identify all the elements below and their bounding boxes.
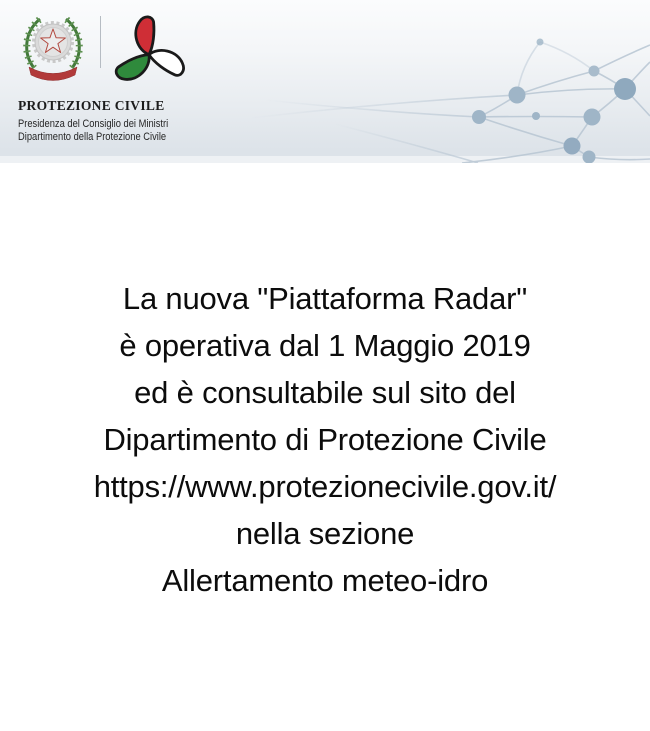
logo-row — [18, 8, 195, 93]
announcement-url: https://www.protezionecivile.gov.it/ — [93, 469, 557, 504]
announcement-line: La nuova "Piattaforma Radar" — [122, 281, 528, 316]
announcement-line: ed è consultabile sul sito del — [134, 375, 516, 410]
announcement-line: è operativa dal 1 Maggio 2019 — [119, 328, 531, 363]
org-subtitle-line-1: Presidenza del Consiglio dei Ministri — [18, 118, 169, 130]
italian-republic-emblem-icon — [18, 8, 88, 91]
announcement-line: nella sezione — [235, 516, 415, 551]
org-name: PROTEZIONE CIVILE — [18, 98, 165, 113]
announcement-line: Allertamento meteo-idro — [161, 563, 489, 598]
announcement-text — [0, 275, 650, 604]
header-banner — [0, 0, 650, 163]
announcement-line: Dipartimento di Protezione Civile — [103, 422, 547, 457]
logo-divider — [100, 16, 101, 68]
protezione-civile-logo-icon — [112, 12, 186, 93]
brand-block — [18, 8, 195, 143]
org-subtitle-line-2: Dipartimento della Protezione Civile — [18, 130, 167, 143]
main-content — [0, 163, 650, 604]
